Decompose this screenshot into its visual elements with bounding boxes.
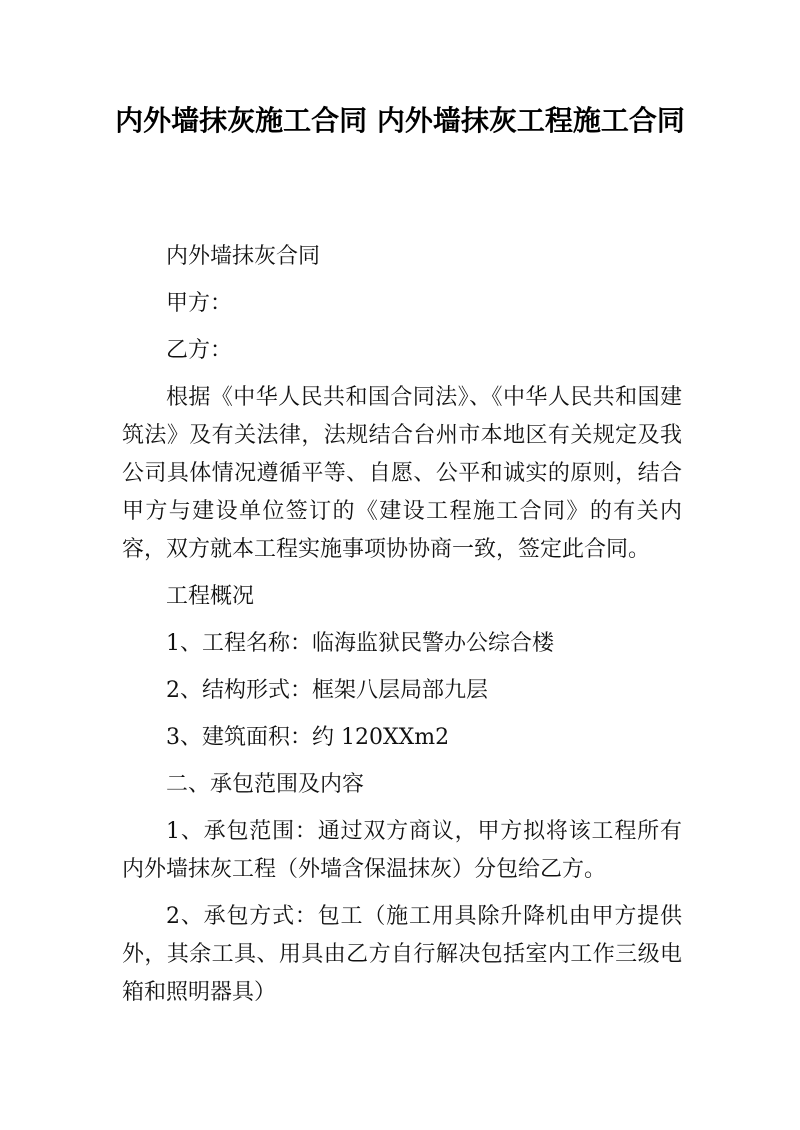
project-name-item: 1、工程名称：临海监狱民警办公综合楼 [166,631,554,656]
scope-item: 1、承包范围：通过双方商议，甲方拟将该工程所有内外墙抹灰工程（外墙含保温抹灰）分包给乙方。 [122,819,682,882]
party-b-line: 乙方： [166,338,233,363]
preamble-paragraph: 根据《中华人民共和国合同法》、《中华人民共和国建筑法》及有关法律，法规结合台州市本地区有关规定及我公司具体情况遵循平等、自愿、公平和诚实的原则，结合甲方与建设单位签订的《建设工程施工合同》的有关内容，双方就本工程实施事项协协商一致，签定此合同。 [122,385,682,562]
section-project-overview: 工程概况 [166,584,255,609]
contract-method-item: 2、承包方式：包工（施工用具除升降机由甲方提供外，其余工具、用具由乙方自行解决包括室内工作三级电箱和照明器具） [122,904,682,1005]
document-body [122,238,682,1021]
contract-heading: 内外墙抹灰合同 [166,244,321,269]
document-title: 内外墙抹灰施工合同 内外墙抹灰工程施工合同 [115,104,685,137]
party-a-line: 甲方： [166,291,233,316]
building-area-item: 3、建筑面积：约 120XXm2 [166,725,450,750]
section-scope: 二、承包范围及内容 [166,772,365,797]
structure-type-item: 2、结构形式：框架八层局部九层 [166,678,488,703]
